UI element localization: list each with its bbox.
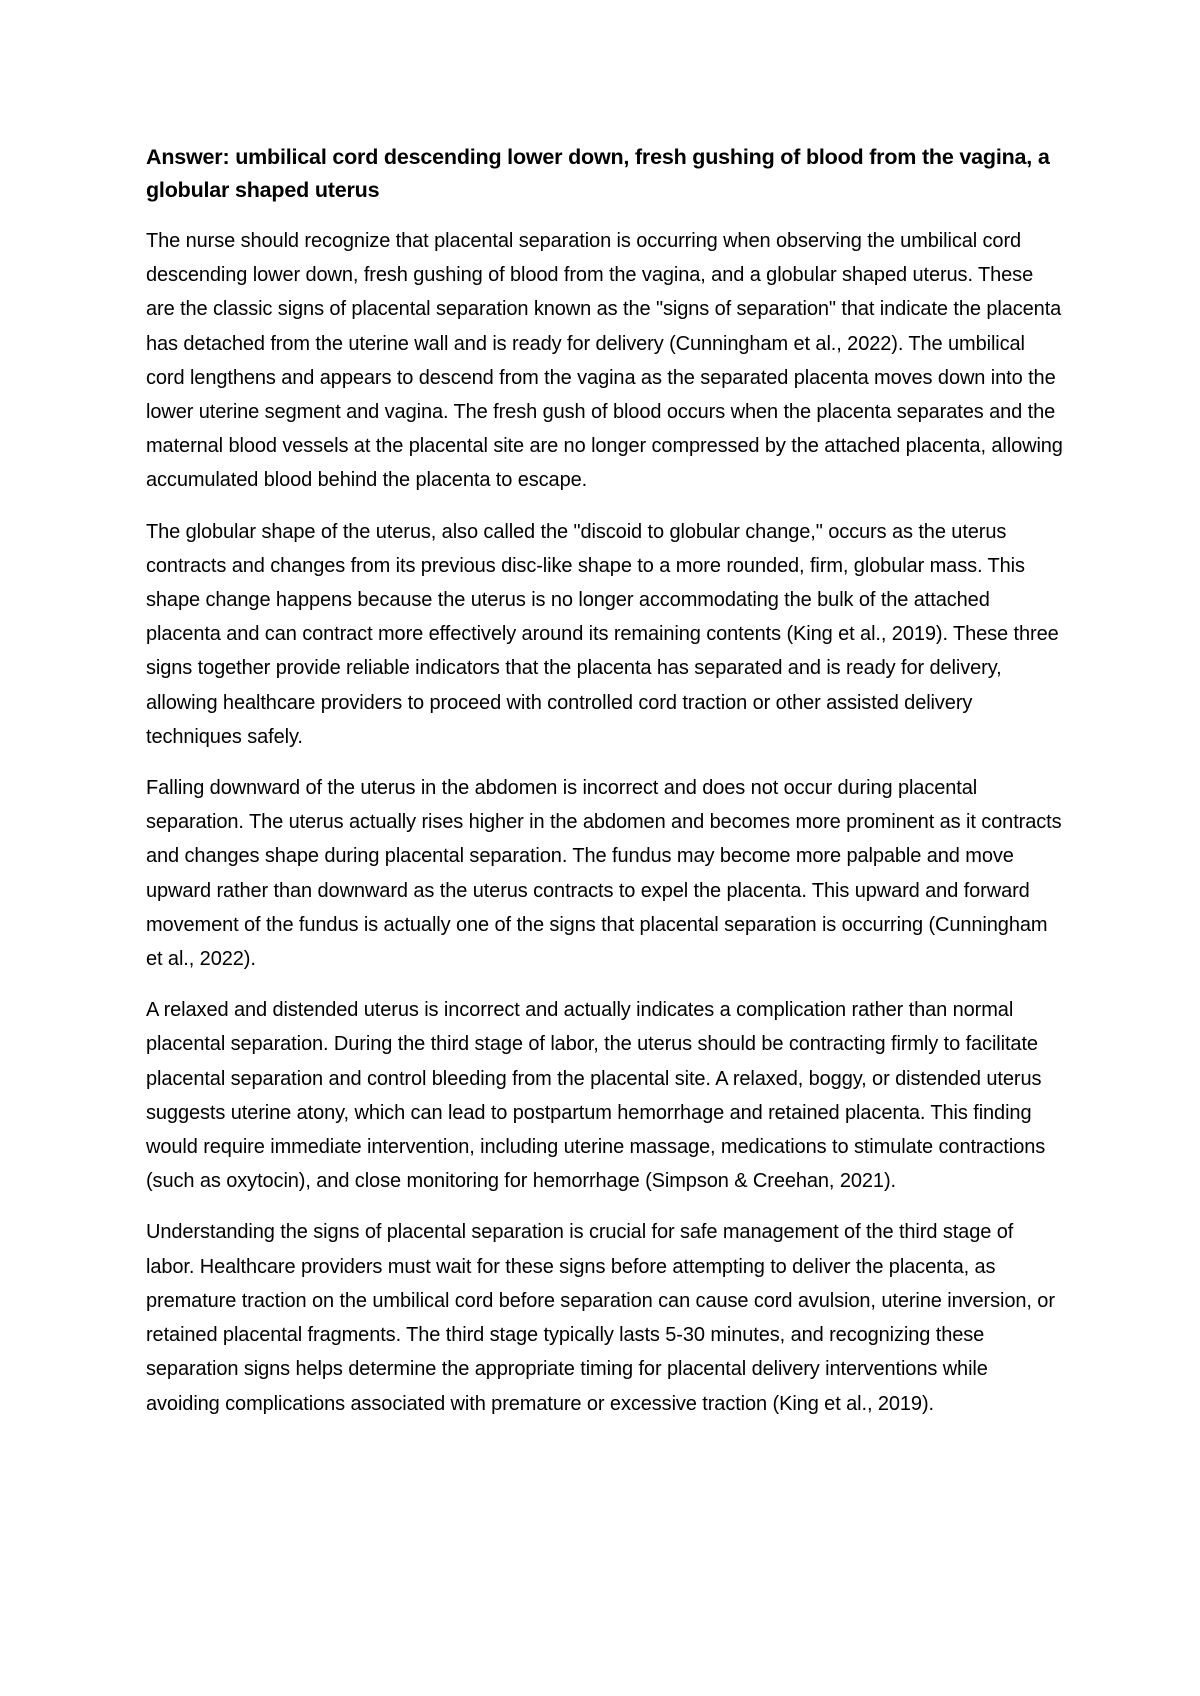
answer-heading: Answer: umbilical cord descending lower down, fresh gushing of blood from the vagina, a globular shaped uterus: [146, 145, 1050, 202]
document-page: [146, 141, 1066, 1438]
paragraph-relaxed-uterus: A relaxed and distended uterus is incorrect and actually indicates a complication rather than normal placental separation. During the third stage of labor, the uterus should be contracting firmly to facilitate placental separation and control bleeding from the placental site. A relaxed, boggy, or distended uterus suggests uterine atony, which can lead to postpartum hemorrhage and retained placenta. This finding would require immediate intervention, including uterine massage, medications to stimulate contractions (such as oxytocin), and close monitoring for hemorrhage (Simpson & Creehan, 2021).: [146, 999, 1046, 1193]
paragraph-falling-uterus: Falling downward of the uterus in the abdomen is incorrect and does not occur during placental separation. The uterus actually rises higher in the abdomen and becomes more prominent as it contracts and changes shape during placental separation. The fundus may become more palpable and move upward rather than downward as the uterus contracts to expel the placenta. This upward and forward movement of the fundus is actually one of the signs that placental separation is occurring (Cunningham et al., 2022).: [146, 777, 1062, 971]
paragraph-signs-of-separation: The nurse should recognize that placental separation is occurring when observing the umbilical cord descending lower down, fresh gushing of blood from the vagina, and a globular shaped uterus. These are the classic signs of placental separation known as the "signs of separation" that indicate the placenta has detached from the uterine wall and is ready for delivery (Cunningham et al., 2022). The umbilical cord lengthens and appears to descend from the vagina as the separated placenta moves down into the lower uterine segment and vagina. The fresh gush of blood occurs when the placenta separates and the maternal blood vessels at the placental site are no longer compressed by the attached placenta, allowing accumulated blood behind the placenta to escape.: [146, 230, 1063, 492]
paragraph-third-stage-management: Understanding the signs of placental separation is crucial for safe management of the third stage of labor. Healthcare providers must wait for these signs before attempting to deliver the placenta, as premature traction on the umbilical cord before separation can cause cord avulsion, uterine inversion, or retained placental fragments. The third stage typically lasts 5-30 minutes, and recognizing these separation signs helps determine the appropriate timing for placental delivery interventions while avoiding complications associated with premature or excessive traction (King et al., 2019).: [146, 1221, 1055, 1415]
paragraph-globular-shape: The globular shape of the uterus, also called the "discoid to globular change," occurs as the uterus contracts and changes from its previous disc-like shape to a more rounded, firm, globular mass. This shape change happens because the uterus is no longer accommodating the bulk of the attached placenta and can contract more effectively around its remaining contents (King et al., 2019). These three signs together provide reliable indicators that the placenta has separated and is ready for delivery, allowing healthcare providers to proceed with controlled cord traction or other assisted delivery techniques safely.: [146, 520, 1059, 748]
